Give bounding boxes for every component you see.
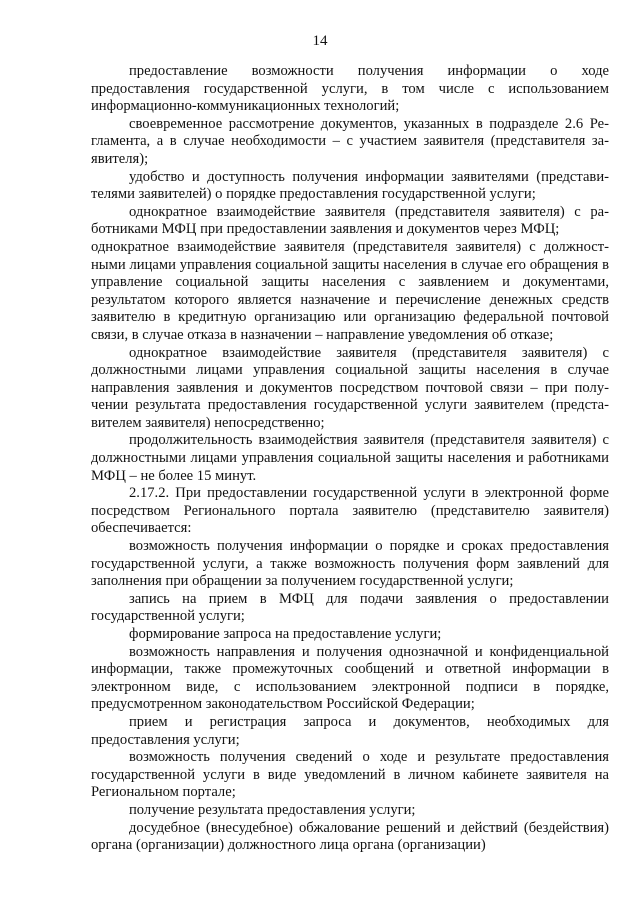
paragraph-9: возможность получения информации о порядке и сроках предоставления государственной услуги, а также возможность получения форм заявлений для заполнения при обращении за получением государственной услуги; bbox=[91, 538, 609, 590]
paragraph-12: возможность направления и получения однозначной и конфиденциальной информации, также промежуточных сообщений и ответной информации в электронном виде, с использованием электронной подписи в порядке, предусмотренном законодательством Российской Федерации; bbox=[91, 643, 609, 713]
page-number: 14 bbox=[312, 33, 328, 49]
document-body bbox=[91, 63, 609, 855]
paragraph-10: запись на прием в МФЦ для подачи заявления о предоставлении государственной услуги; bbox=[91, 590, 609, 625]
paragraph-8: 2.17.2. При предоставлении государственной услуги в электронной форме посредством Регионального портала заявителю (представителю заявителя) обеспечивается: bbox=[91, 485, 609, 537]
paragraph-14: возможность получения сведений о ходе и результате предоставления государственной услуги в виде уведомлений в личном кабинете заявителя на Региональном портале; bbox=[91, 749, 609, 801]
paragraph-5: однократное взаимодействие заявителя (представителя заявителя) с должностными лицами управления социальной защиты населения в случае его обращения в управление социальной защиты населения с заявлением и документами, результатом которого является назначение и перечисление денежных средств заявителю в кредитную организацию или организацию федеральной почтовой связи, в случае отказа в назначении – направление уведомления об отказе; bbox=[91, 238, 609, 343]
paragraph-7: продолжительность взаимодействия заявителя (представителя заявителя) с должностными лицами управления социальной защиты населения и работниками МФЦ – не более 15 минут. bbox=[91, 432, 609, 484]
paragraph-15: получение результата предоставления услуги; bbox=[129, 801, 416, 818]
paragraph-16: досудебное (внесудебное) обжалование решений и действий (бездействия) органа (организации) должностного лица органа (организации) bbox=[91, 819, 609, 854]
paragraph-11: формирование запроса на предоставление услуги; bbox=[129, 626, 442, 642]
paragraph-6: однократное взаимодействие заявителя (представителя заявителя) с должностными лицами управления социальной защиты населения в случае направления заявления и документов посредством почтовой связи – при получении результата предоставления государственной услуги заявителем (представителем заявителя) непосредственно; bbox=[91, 344, 609, 431]
paragraph-1: предоставление возможности получения информации о ходе предоставления государственной услуги, в том числе с использованием информационно-коммуникационных технологий; bbox=[91, 63, 609, 115]
paragraph-4: однократное взаимодействие заявителя (представителя заявителя) с работниками МФЦ при предоставлении заявления и документов через МФЦ; bbox=[91, 203, 609, 238]
paragraph-13: прием и регистрация запроса и документов, необходимых для предоставления услуги; bbox=[91, 713, 609, 748]
paragraph-2: своевременное рассмотрение документов, указанных в подразделе 2.6 Регламента, а в случае необходимости – с участием заявителя (представителя заявителя); bbox=[91, 115, 609, 167]
paragraph-3: удобство и доступность получения информации заявителями (представителями заявителей) о порядке предоставления государственной услуги; bbox=[91, 168, 609, 203]
